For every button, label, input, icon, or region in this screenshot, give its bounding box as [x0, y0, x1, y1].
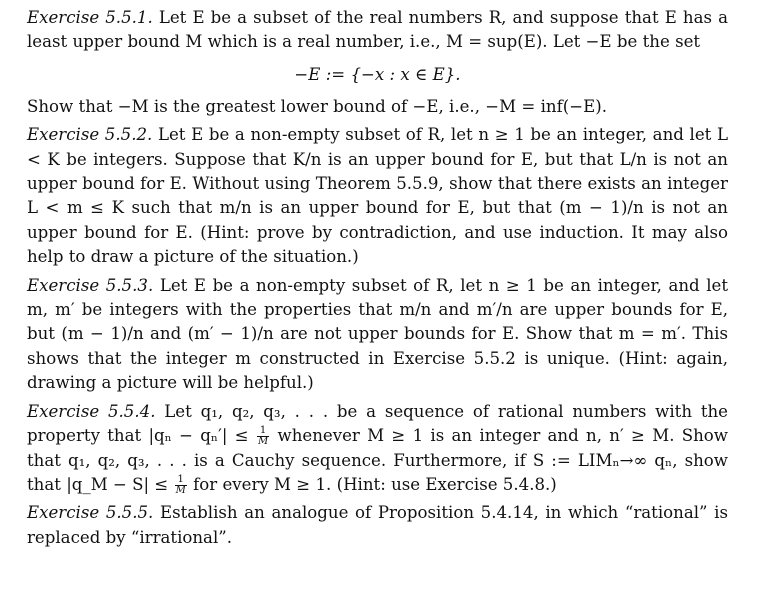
exercise-text: Let E be a subset of the real numbers R, and suppose that E has a least upper bound M which is a real number, i.e., M = sup(E). Let −E be the set — [27, 8, 728, 52]
exercise-text: Let E be a non-empty subset of R, let n ≥ 1 be an integer, and let L < K be integers. Suppose that K/n is an upper bound for E, but that L/n is not an upper bound for E. Without using Theorem 5.5.9, show that there exists an integer L < m ≤ K such that m/n is an upper bound for E, but that (m − 1)/n is not an upper bound for E. (Hint: prove by contradiction, and use induction. It may also help to draw a picture of the situation.) — [27, 125, 728, 267]
exercise-5-5-1-continued — [27, 95, 728, 119]
exercise-text: whenever M ≥ 1 is an integer and n, n′ ≥ M. Show that q₁, q₂, q₃, . . . is a Cauchy sequence. Furthermore, if S := LIMₙ→∞ qₙ, show that |q_M − S| ≤ — [27, 426, 728, 494]
exercise-text: Establish an analogue of Proposition 5.4.14, in which “rational” is replaced by “irrational”. — [27, 503, 728, 547]
exercise-label: Exercise 5.5.5. — [27, 503, 154, 523]
exercise-label: Exercise 5.5.4. — [27, 401, 156, 421]
exercise-5-5-4 — [27, 400, 728, 498]
exercise-5-5-3 — [27, 274, 728, 396]
exercise-5-5-2 — [27, 123, 728, 269]
fraction-one-over-m: $\frac{1}{M}$ — [175, 473, 186, 496]
exercise-text: Show that −M is the greatest lower bound of −E, i.e., −M = inf(−E). — [27, 96, 607, 116]
exercise-5-5-1 — [27, 6, 728, 55]
exercise-label: Exercise 5.5.1. — [27, 8, 153, 27]
fraction-one-over-m: $\frac{1}{M}$ — [257, 425, 269, 448]
exercise-text: Let q₁, q₂, q₃, . . . be a sequence of rational numbers with the property that |qₙ − qₙ′| ≤ — [27, 401, 728, 446]
exercise-text: for every M ≥ 1. (Hint: use Exercise 5.4.8.) — [193, 474, 557, 494]
exercise-5-5-5 — [27, 501, 728, 550]
exercise-text: Let E be a non-empty subset of R, let n ≥ 1 be an integer, and let m, m′ be integers with the properties that m/n and m′/n are upper bounds for E, but (m − 1)/n and (m′ − 1)/n are not upper bounds for E. Show that m = m′. This shows that the integer m constructed in Exercise 5.5.2 is unique. (Hint: again, drawing a picture will be helpful.) — [27, 275, 729, 393]
display-equation: −E := {−x : x ∈ E}. — [294, 64, 461, 84]
exercise-label: Exercise 5.5.2. — [27, 125, 153, 145]
exercise-label: Exercise 5.5.3. — [27, 275, 154, 295]
